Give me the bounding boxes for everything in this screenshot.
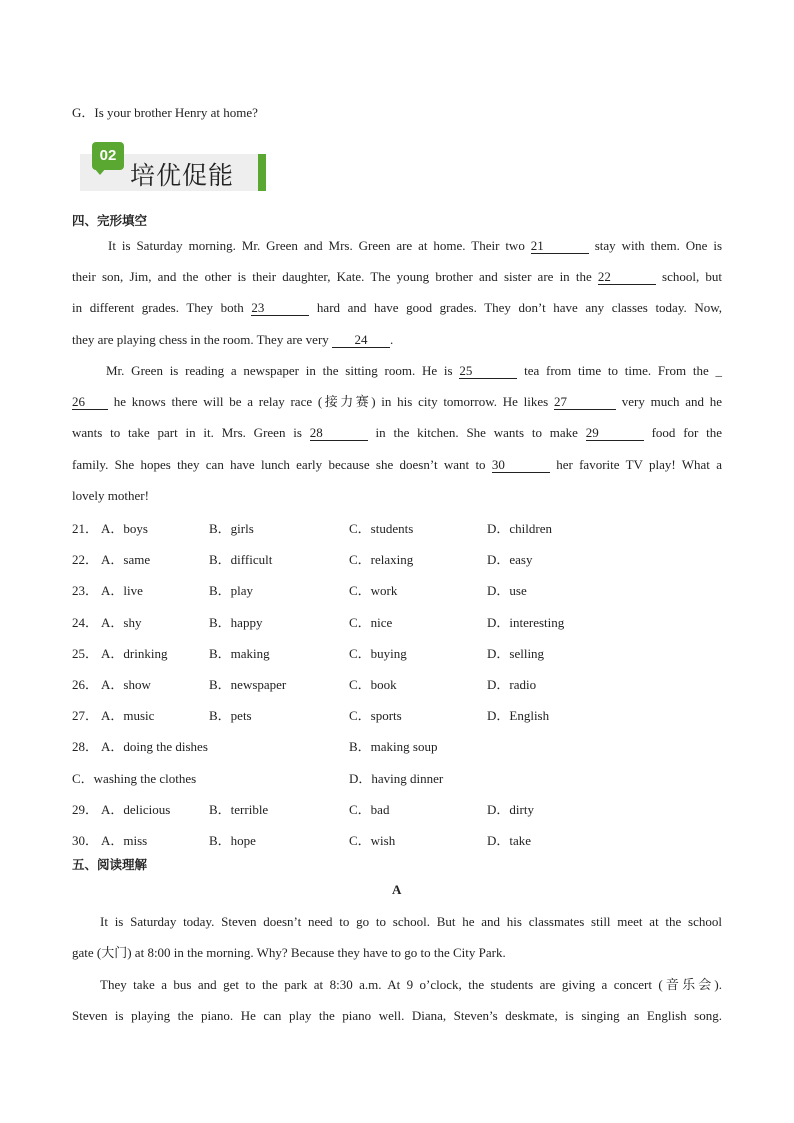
passage-label: A: [392, 882, 402, 897]
section-five-heading: 五、阅读理解: [72, 857, 148, 872]
option-d[interactable]: D．take: [487, 833, 532, 848]
option-c[interactable]: C．washing the clothes: [72, 771, 197, 786]
option-c[interactable]: C．buying: [349, 646, 407, 661]
option-b[interactable]: B．terrible: [209, 802, 269, 817]
question-number: 22．: [72, 552, 99, 567]
cloze-text: wants to take part in it. Mrs. Green is: [72, 425, 302, 440]
option-c[interactable]: C．bad: [349, 802, 390, 817]
cloze-text: Mr. Green is reading a newspaper in the sitting room. He is: [106, 363, 453, 378]
reading-line-1: It is Saturday today. Steven doesn’t need to go to school. But he and his classmates still meet at the school: [100, 914, 722, 929]
cloze-text: very much and he: [621, 394, 723, 409]
option-b[interactable]: B．difficult: [209, 552, 273, 567]
option-d[interactable]: D．interesting: [487, 615, 565, 630]
option-a[interactable]: A．music: [101, 708, 155, 723]
cloze-text: .: [390, 332, 394, 347]
blank-24[interactable]: 24: [332, 333, 390, 348]
blank-26[interactable]: 26: [72, 395, 108, 410]
blank-22[interactable]: 22: [598, 270, 656, 285]
option-d[interactable]: D．use: [487, 583, 527, 598]
blank-27[interactable]: 27: [554, 395, 616, 410]
cloze-text: he knows there will be a relay race (接力赛) in his city tomorrow. He likes: [113, 394, 549, 409]
option-a[interactable]: A．show: [101, 677, 151, 692]
option-b[interactable]: B．newspaper: [209, 677, 287, 692]
blank-29[interactable]: 29: [586, 426, 644, 441]
section-banner: [80, 136, 266, 191]
option-c[interactable]: C．book: [349, 677, 397, 692]
banner-title: 培优促能: [130, 161, 235, 190]
question-number: 23．: [72, 583, 99, 598]
cloze-text: It is Saturday morning. Mr. Green and Mrs. Green are at home. Their two: [108, 238, 525, 253]
question-number: 30．: [72, 833, 99, 848]
option-a[interactable]: A．drinking: [101, 646, 168, 661]
section-four-heading: 四、完形填空: [72, 213, 148, 228]
previous-option-g: G．Is your brother Henry at home?: [72, 105, 258, 120]
cloze-text: school, but: [662, 269, 722, 284]
cloze-text: in the kitchen. She wants to make: [375, 425, 578, 440]
cloze-line-1: [72, 237, 722, 255]
cloze-line-9: lovely mother!: [72, 488, 149, 503]
reading-line-2: gate (大门) at 8:00 in the morning. Why? Because they have to go to the City Park.: [72, 945, 506, 960]
cloze-line-5: [72, 362, 722, 380]
option-a[interactable]: A．boys: [101, 521, 148, 536]
banner-accent-bar: [258, 154, 266, 191]
option-c[interactable]: C．sports: [349, 708, 402, 723]
option-d[interactable]: D．having dinner: [349, 771, 444, 786]
badge-tail-icon: [94, 168, 106, 175]
option-a[interactable]: A．miss: [101, 833, 148, 848]
cloze-line-2: [72, 268, 722, 286]
option-a[interactable]: A．delicious: [101, 802, 171, 817]
blank-23[interactable]: 23: [251, 301, 309, 316]
option-d[interactable]: D．English: [487, 708, 550, 723]
cloze-text: hard and have good grades. They don’t have any classes today. Now,: [316, 300, 723, 315]
option-c[interactable]: C．wish: [349, 833, 396, 848]
option-b[interactable]: B．hope: [209, 833, 256, 848]
option-c[interactable]: C．work: [349, 583, 398, 598]
option-b[interactable]: B．making: [209, 646, 270, 661]
cloze-text: food for the: [651, 425, 723, 440]
reading-line-3: They take a bus and get to the park at 8:30 a.m. At 9 o’clock, the students are giving a concert (音乐会).: [100, 977, 722, 992]
question-number: 26．: [72, 677, 99, 692]
option-b[interactable]: B．happy: [209, 615, 263, 630]
option-d[interactable]: D．dirty: [487, 802, 534, 817]
reading-line-4: Steven is playing the piano. He can play the piano well. Diana, Steven’s deskmate, is singing an English song.: [72, 1008, 722, 1023]
cloze-text: they are playing chess in the room. They are very: [72, 332, 329, 347]
question-number: 28．: [72, 739, 99, 754]
cloze-line-8: [72, 456, 722, 474]
cloze-line-6: [72, 393, 722, 411]
question-number: 25．: [72, 646, 99, 661]
option-a[interactable]: A．doing the dishes: [101, 739, 208, 754]
blank-28[interactable]: 28: [310, 426, 368, 441]
cloze-text: stay with them. One is: [594, 238, 723, 253]
cloze-text: _: [715, 363, 722, 378]
option-d[interactable]: D．radio: [487, 677, 537, 692]
cloze-line-7: [72, 424, 722, 442]
option-c[interactable]: C．students: [349, 521, 414, 536]
question-number: 27．: [72, 708, 99, 723]
question-number: 21．: [72, 521, 99, 536]
option-d[interactable]: D．children: [487, 521, 552, 536]
option-a[interactable]: A．shy: [101, 615, 142, 630]
cloze-text: her favorite TV play! What a: [556, 457, 722, 472]
cloze-line-4: [72, 331, 722, 349]
option-a[interactable]: A．live: [101, 583, 143, 598]
option-d[interactable]: D．easy: [487, 552, 533, 567]
question-number: 24．: [72, 615, 99, 630]
option-a[interactable]: A．same: [101, 552, 151, 567]
banner-number-badge: 02: [92, 142, 124, 170]
option-b[interactable]: B．pets: [209, 708, 252, 723]
cloze-text: tea from time to time. From the: [524, 363, 709, 378]
cloze-line-3: [72, 299, 722, 317]
option-b[interactable]: B．girls: [209, 521, 254, 536]
option-d[interactable]: D．selling: [487, 646, 545, 661]
option-c[interactable]: C．nice: [349, 615, 393, 630]
blank-30[interactable]: 30: [492, 458, 550, 473]
option-c[interactable]: C．relaxing: [349, 552, 414, 567]
blank-25[interactable]: 25: [459, 364, 517, 379]
question-number: 29．: [72, 802, 99, 817]
cloze-text: family. She hopes they can have lunch early because she doesn’t want to: [72, 457, 486, 472]
option-b[interactable]: B．making soup: [349, 739, 438, 754]
cloze-text: their son, Jim, and the other is their daughter, Kate. The young brother and sister are in the: [72, 269, 592, 284]
option-b[interactable]: B．play: [209, 583, 254, 598]
blank-21[interactable]: 21: [531, 239, 589, 254]
cloze-text: in different grades. They both: [72, 300, 244, 315]
